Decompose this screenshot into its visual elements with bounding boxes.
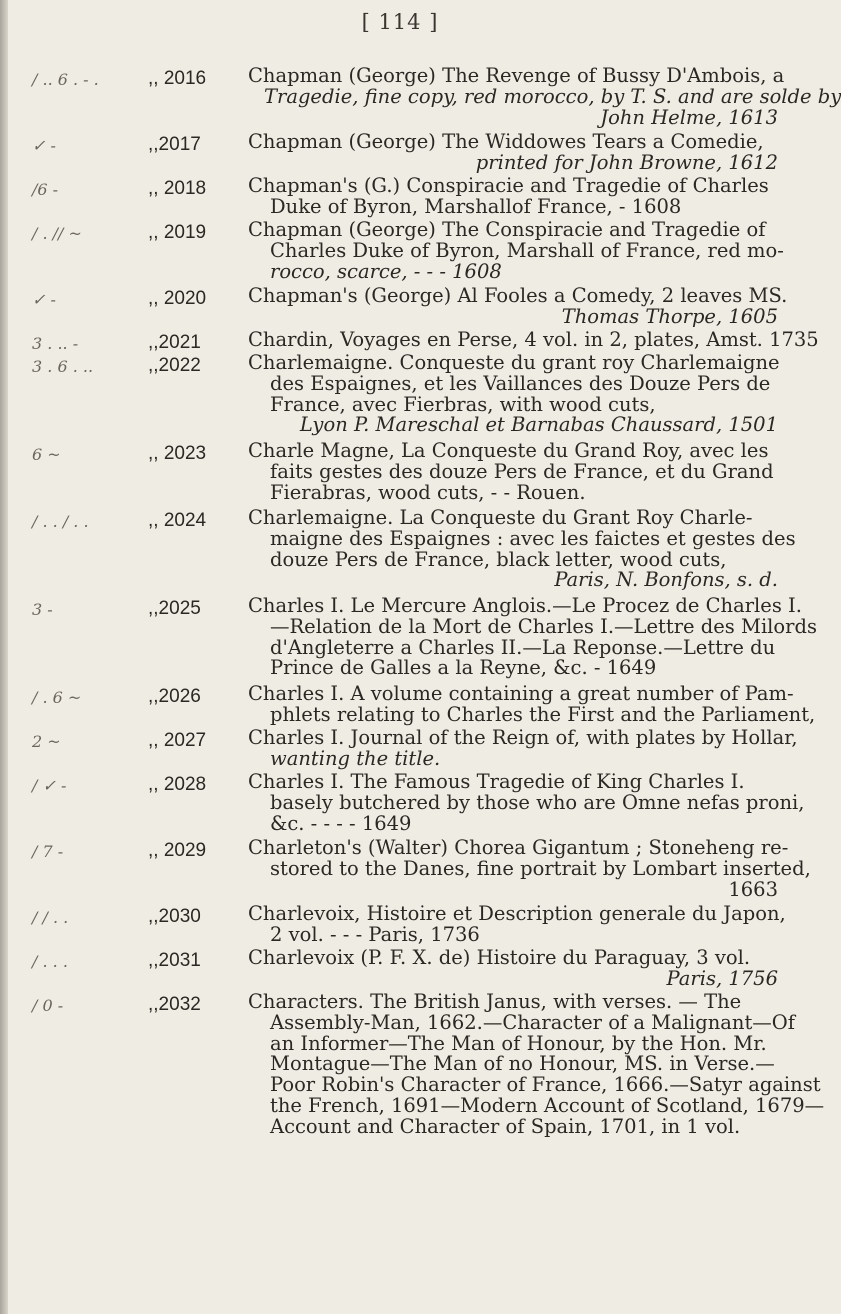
lot-number: ,, 2016	[148, 68, 207, 89]
entry-line: Charleton's (Walter) Chorea Gigantum ; Stoneheng re-	[248, 836, 789, 859]
entry-text	[248, 132, 778, 174]
entry-text	[248, 176, 778, 218]
entry-text	[248, 948, 778, 990]
lot-number: ,,2030	[148, 906, 201, 927]
margin-note: 3 . 6 . ..	[32, 357, 94, 376]
entry-line: Chapman (George) The Widdowes Tears a Comedie,	[248, 130, 764, 153]
entry-text	[248, 594, 817, 680]
entry-line: 2 vol. - - - Paris, 1736	[270, 922, 480, 946]
entry-line: printed for John Browne, 1612	[475, 150, 778, 174]
entry-text	[248, 682, 816, 726]
entry-line: des Espaignes, et les Vaillances des Douze Pers de	[270, 371, 771, 395]
lot-number: ,,2025	[148, 598, 201, 619]
entry-text	[248, 353, 778, 436]
entry-line: faits gestes des douze Pers de France, et du Grand	[270, 459, 774, 483]
margin-note: 2 ~	[32, 732, 61, 751]
entry-line: Poor Robin's Character of France, 1666.—Satyr against	[270, 1073, 821, 1097]
entry-line: d'Angleterre a Charles II.—La Reponse.—Lettre du	[270, 635, 776, 659]
entry-line: Fierabras, wood cuts, - - Rouen.	[270, 480, 586, 504]
entry-line: rocco, scarce, - - - 1608	[270, 259, 502, 283]
page-number: [ 114 ]	[361, 10, 439, 34]
entry-line: Charles I. A volume containing a great number of Pam-	[248, 682, 794, 705]
entry-line: stored to the Danes, fine portrait by Lombart inserted,	[270, 856, 811, 880]
entry-line: Montague—The Man of no Honour, MS. in Verse.—	[270, 1052, 775, 1076]
lot-number: ,,2026	[148, 686, 201, 707]
entry-line: Chapman (George) The Revenge of Bussy D'Ambois, a	[248, 64, 785, 87]
entry-line: Lyon P. Mareschal et Barnabas Chaussard, 1501	[299, 413, 778, 437]
margin-note: ✓ -	[32, 136, 56, 155]
entry-text	[248, 990, 825, 1138]
entry-text	[248, 506, 796, 592]
entry-line: Charles Duke of Byron, Marshall of France, red mo-	[270, 238, 784, 262]
lot-number: ,,2021	[148, 332, 201, 353]
margin-note: 6 ~	[32, 445, 61, 464]
entry-line: Chapman's (G.) Conspiracie and Tragedie of Charles	[248, 174, 769, 197]
entry-line: Charlemaigne. La Conqueste du Grant Roy Charle-	[248, 506, 753, 529]
entry-text	[248, 726, 798, 770]
entry-text	[248, 836, 811, 901]
lot-number: ,, 2023	[148, 443, 207, 464]
entry-text	[248, 64, 841, 129]
entry-line: Charles I. The Famous Tragedie of King Charles I.	[248, 770, 745, 793]
entry-line: an Informer—The Man of Honour, by the Hon. Mr.	[270, 1031, 767, 1055]
entry-line: Charle Magne, La Conqueste du Grand Roy, avec les	[248, 439, 769, 462]
entry-line: douze Pers de France, black letter, wood cuts,	[270, 547, 727, 571]
margin-note: ✓ -	[32, 290, 56, 309]
entry-line: Tragedie, fine copy, red morocco, by T. S. and are solde by	[264, 84, 841, 108]
entry-line: Characters. The British Janus, with verses. — The	[248, 990, 742, 1013]
lot-number: ,,2032	[148, 994, 201, 1015]
entry-line: John Helme, 1613	[600, 105, 778, 129]
entry-text	[248, 902, 786, 946]
margin-note: / ✓ -	[32, 776, 67, 795]
entry-line: wanting the title.	[270, 746, 441, 770]
margin-note: 3 -	[32, 600, 53, 619]
margin-note: / . 6 ~	[32, 688, 82, 707]
entry-line: Thomas Thorpe, 1605	[561, 304, 778, 328]
entry-text	[248, 284, 788, 328]
entry-text	[248, 218, 784, 283]
entry-line: Duke of Byron, Marshallof France, - 1608	[270, 194, 682, 218]
entry-line: the French, 1691—Modern Account of Scotland, 1679—	[270, 1093, 825, 1117]
entry-line: Chardin, Voyages en Perse, 4 vol. in 2, plates, Amst. 1735	[248, 328, 819, 351]
lot-number: ,, 2024	[148, 510, 207, 531]
entry-text	[248, 441, 778, 503]
entry-text	[248, 328, 819, 351]
entry-line: Charlemaigne. Conqueste du grant roy Charlemaigne	[248, 351, 780, 374]
margin-note: / . . .	[32, 952, 68, 971]
entry-line: Paris, 1756	[666, 966, 778, 990]
margin-note: / / . .	[32, 908, 69, 927]
lot-number: ,, 2027	[148, 730, 207, 751]
entry-line: Chapman (George) The Conspiracie and Tragedie of	[248, 218, 766, 241]
entry-line: 1663	[728, 877, 778, 901]
lot-number: ,, 2019	[148, 222, 207, 243]
margin-note: / . // ~	[32, 224, 82, 243]
lot-number: ,,2017	[148, 134, 201, 155]
lot-number: ,, 2029	[148, 840, 207, 861]
entry-line: Paris, N. Bonfons, s. d.	[554, 568, 778, 592]
lot-number: ,,2031	[148, 950, 201, 971]
lot-number: ,, 2020	[148, 288, 207, 309]
margin-note: / . . / . .	[32, 512, 89, 531]
entry-line: Charlevoix, Histoire et Description generale du Japon,	[248, 902, 786, 925]
entry-line: Account and Character of Spain, 1701, in 1 vol.	[270, 1114, 741, 1138]
entry-line: Charles I. Journal of the Reign of, with plates by Hollar,	[248, 726, 798, 749]
lot-number: ,, 2028	[148, 774, 207, 795]
entry-text	[248, 770, 805, 835]
entry-line: Prince de Galles a la Reyne, &c. - 1649	[270, 656, 657, 680]
margin-note: / 0 -	[32, 996, 64, 1015]
entry-line: basely butchered by those who are Omne nefas proni,	[270, 790, 805, 814]
entry-line: Charlevoix (P. F. X. de) Histoire du Paraguay, 3 vol.	[248, 946, 751, 969]
margin-note: 3 . .. -	[32, 334, 79, 353]
entry-line: phlets relating to Charles the First and the Parliament,	[270, 702, 816, 726]
entry-line: Chapman's (George) Al Fooles a Comedy, 2 leaves MS.	[248, 284, 788, 307]
margin-note: /6 -	[32, 180, 59, 199]
margin-note: / 7 -	[32, 842, 64, 861]
entry-line: —Relation de la Mort de Charles I.—Lettre des Milords	[270, 614, 817, 638]
lot-number: ,,2022	[148, 355, 201, 376]
margin-note: / .. 6 . - .	[32, 70, 99, 89]
lot-number: ,, 2018	[148, 178, 207, 199]
entry-line: Charles I. Le Mercure Anglois.—Le Procez de Charles I.	[248, 594, 802, 617]
entry-line: maigne des Espaignes : avec les faictes et gestes des	[270, 526, 796, 550]
entry-line: &c. - - - - 1649	[270, 811, 412, 835]
entry-line: France, avec Fierbras, with wood cuts,	[270, 392, 656, 416]
entry-line: Assembly-Man, 1662.—Character of a Malignant—Of	[270, 1010, 796, 1034]
